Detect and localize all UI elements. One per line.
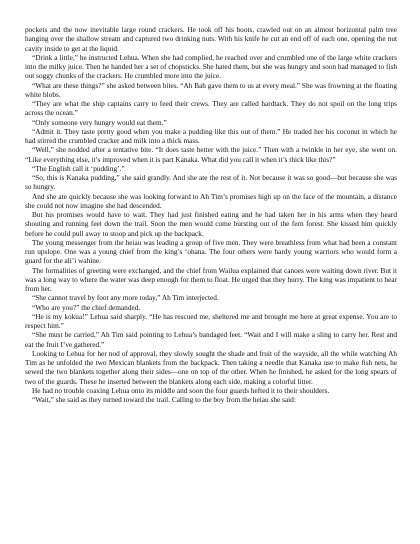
paragraph-20: “Wait,” she said as they turned toward the trail. Calling to the boy from the heiau she said:: [32, 395, 296, 404]
paragraph-17: “She must be carried,” Ah Tim said pointing to Lehua’s bandaged feet. “Wait and I will make a sling to carry her. Rest and eat the fruit I’ve gathered.”: [25, 330, 397, 349]
paragraph-2: “Drink a little,” he instructed Lehua. When she had complied, he reached over and crumbled one of the large white crackers into the milky juice. Then he handed her a set of chopsticks. She hated them, but she was hungry and soon had managed to fish out soggy chunks of the crackers. He crumbled more into the juice.: [25, 52, 397, 81]
paragraph-16: “He is my kokua!” Lehua said sharply. “He has rescued me, sheltered me and brought me here at great expense. You are to respect him.”: [25, 311, 397, 330]
paragraph-3: “What are these things?” she asked between bites. “Ah Bah gave them to us at every meal.” She was frowning at the floating white blobs.: [25, 80, 397, 99]
paragraph-15: “Who are you?” the chief demanded.: [32, 302, 141, 312]
paragraph-9: “So, this is Kanaka pudding,” she said grandly. And she ate the rest of it. Not because it was so good—but because she was so hungry.: [25, 173, 397, 192]
paragraph-12: The young messenger from the heiau was leading a group of five men. They were breathless from what had been a constant run upslope. One was a young chief from the king’s ‘ohana. The four others were hardy young warriors who would form a guard for the ali’i wahine.: [25, 237, 397, 266]
paragraph-13: The formalities of greeting were exchanged, and the chief from Wailua explained that canoes were waiting down river. But it was a long way to where the water was deep enough for them to float. He urged that they hurry. The king was impatient to hear from her.: [25, 265, 397, 293]
paragraph-4: “They are what the ship captains carry to feed their crews. They are called hardtack. They do not spoil on the long trips across the ocean.”: [25, 99, 397, 118]
paragraph-10: And she ate quickly because she was looking forward to Ah Tim’s promises high up on the face of the mountain, a distance she could not now imagine she had descended.: [25, 191, 397, 210]
body-text: [25, 25, 397, 404]
paragraph-5: “Only someone very hungry would eat them.”: [32, 117, 167, 127]
paragraph-1: pockets and the now inevitable large round crackers. He took off his boots, crawled out on an almost horizontal palm tree hanging over the shallow stream and captured two drinking nuts. With his knife he cut an end off of each one, opening the nut cavity inside to get at the liquid.: [25, 25, 397, 53]
paragraph-19: He had no trouble coaxing Lehua onto its middle and soon the four guards hefted it to their shoulders.: [32, 385, 330, 395]
paragraph-18: Looking to Lehua for her nod of approval, they slowly sought the shade and fruit of the wayside, all the while watching Ah Tim as he unfolded the two Mexican blankets from the backpack. Then taking a needle that Kanaka use to make fish nets, he sewed the two blankets together along their sides—one on top of the other. When he finished, he asked for the long spears of two of the guards. These he inserted between the blankets along each side, making a colorful litter.: [25, 348, 397, 386]
paragraph-7: “Well,” she nodded after a tentative bite. “It does taste better with the juice.” Then with a twinkle in her eye, she went on. “Like everything else, it’s improved when it is part Kanaka. What did you call it when it’s thick like this?”: [25, 145, 397, 164]
paragraph-11: But his promises would have to wait. They had just finished eating and he had taken her in his arms when they heard shouting and running feet down the trail. Soon the men would come bursting out of the fern forest. She kissed him quickly before he could pull away to stoop and pick up the backpack.: [25, 210, 397, 238]
paragraph-8: “The English call it ‘pudding’.”: [32, 163, 125, 173]
paragraph-6: “Admit it. They taste pretty good when you make a pudding like this out of them.” He traded her his coconut in which he had stirred the crumbled cracker and milk into a thick mass.: [25, 126, 397, 145]
paragraph-14: “She cannot travel by foot any more today,” Ah Tim interjected.: [32, 293, 219, 303]
